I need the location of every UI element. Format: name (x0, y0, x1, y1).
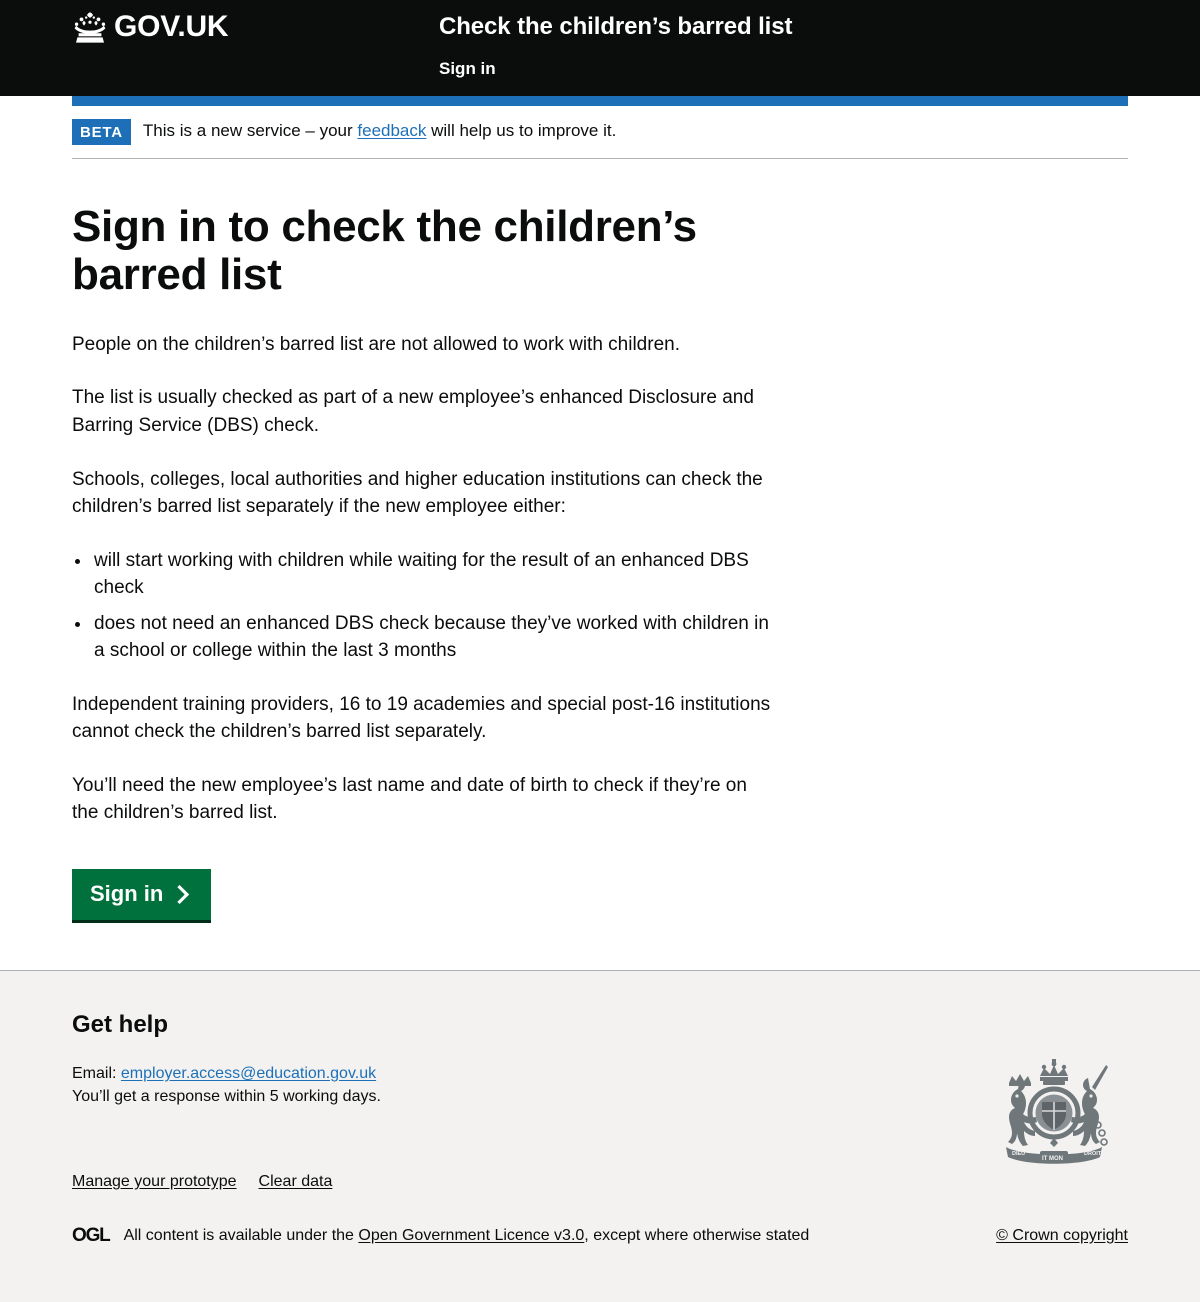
prototype-links (72, 1172, 1128, 1192)
manage-prototype-link[interactable]: Manage your prototype (72, 1172, 237, 1190)
page-footer (0, 970, 1200, 1302)
eligibility-list (72, 547, 772, 665)
phase-banner (72, 106, 1128, 159)
content-column (72, 203, 772, 920)
govuk-header (0, 0, 1200, 96)
page-title: Sign in to check the children’s barred list (72, 202, 697, 299)
sign-in-start-button[interactable] (72, 869, 211, 920)
requirements-paragraph: You’ll need the new employee’s last name and date of birth to check if they’re on the children’s barred list. (72, 774, 747, 824)
svg-text:IT MON: IT MON (1042, 1156, 1063, 1163)
crown-icon (72, 11, 108, 43)
clear-data-link[interactable]: Clear data (258, 1172, 333, 1190)
govuk-logo-text: GOV.UK (114, 10, 229, 43)
list-item: • does not need an enhanced DBS check because they’ve worked with children in a school or college within the last 3 months (92, 610, 772, 665)
header-blue-bar (72, 96, 1128, 106)
licence-row (72, 1226, 1128, 1246)
list-item: • will start working with children while waiting for the result of an enhanced DBS check (92, 547, 772, 602)
phase-banner-tag: BETA (72, 119, 131, 145)
open-government-licence-link[interactable]: Open Government Licence v3.0 (358, 1226, 585, 1244)
chevron-right-icon (175, 885, 193, 904)
get-help-heading: Get help (72, 1011, 169, 1039)
svg-text:DROIT: DROIT (1084, 1151, 1102, 1158)
licence-left (72, 1226, 809, 1246)
content-width-container (72, 106, 1128, 970)
intro-paragraph-3: Schools, colleges, local authorities and higher education institutions can check the children’s barred list separately if the new employee either: (72, 468, 763, 518)
ogl-logo-icon: OGL (72, 1225, 110, 1247)
intro-paragraph-1: People on the children’s barred list are not allowed to work with children. (72, 333, 680, 355)
footer-inner (72, 1011, 1128, 1246)
service-name-link[interactable]: Check the children’s barred list (439, 13, 793, 40)
licence-text (124, 1226, 810, 1246)
phase-text-before: This is a new service – your (142, 121, 358, 140)
govuk-logo-link[interactable] (72, 11, 228, 43)
email-label: Email: (72, 1064, 121, 1082)
svg-text:DIEU: DIEU (1012, 1151, 1026, 1158)
support-email-link[interactable]: employer.access@education.gov.uk (120, 1064, 377, 1082)
intro-paragraph-2: The list is usually checked as part of a new employee’s enhanced Disclosure and Barring Service (DBS) check. (72, 387, 754, 436)
header-nav-sign-in[interactable]: Sign in (439, 59, 496, 78)
response-time-text: You’ll get a response within 5 working days. (72, 1087, 381, 1105)
licence-text-before: All content is available under the (123, 1226, 359, 1244)
get-help-email-line (72, 1062, 1128, 1085)
phase-banner-text (143, 119, 616, 143)
licence-text-after: , except where otherwise stated (584, 1226, 810, 1244)
royal-coat-of-arms-icon (980, 1059, 1128, 1169)
main-content (72, 159, 1128, 970)
exclusions-paragraph: Independent training providers, 16 to 19 academies and special post-16 institutions cannot check the children’s barred list separately. (72, 693, 771, 743)
phase-text-after: will help us to improve it. (426, 121, 617, 140)
sign-in-button-label: Sign in (90, 881, 164, 907)
crown-copyright-link[interactable]: © Crown copyright (996, 1226, 1128, 1244)
feedback-link[interactable]: feedback (357, 121, 427, 140)
